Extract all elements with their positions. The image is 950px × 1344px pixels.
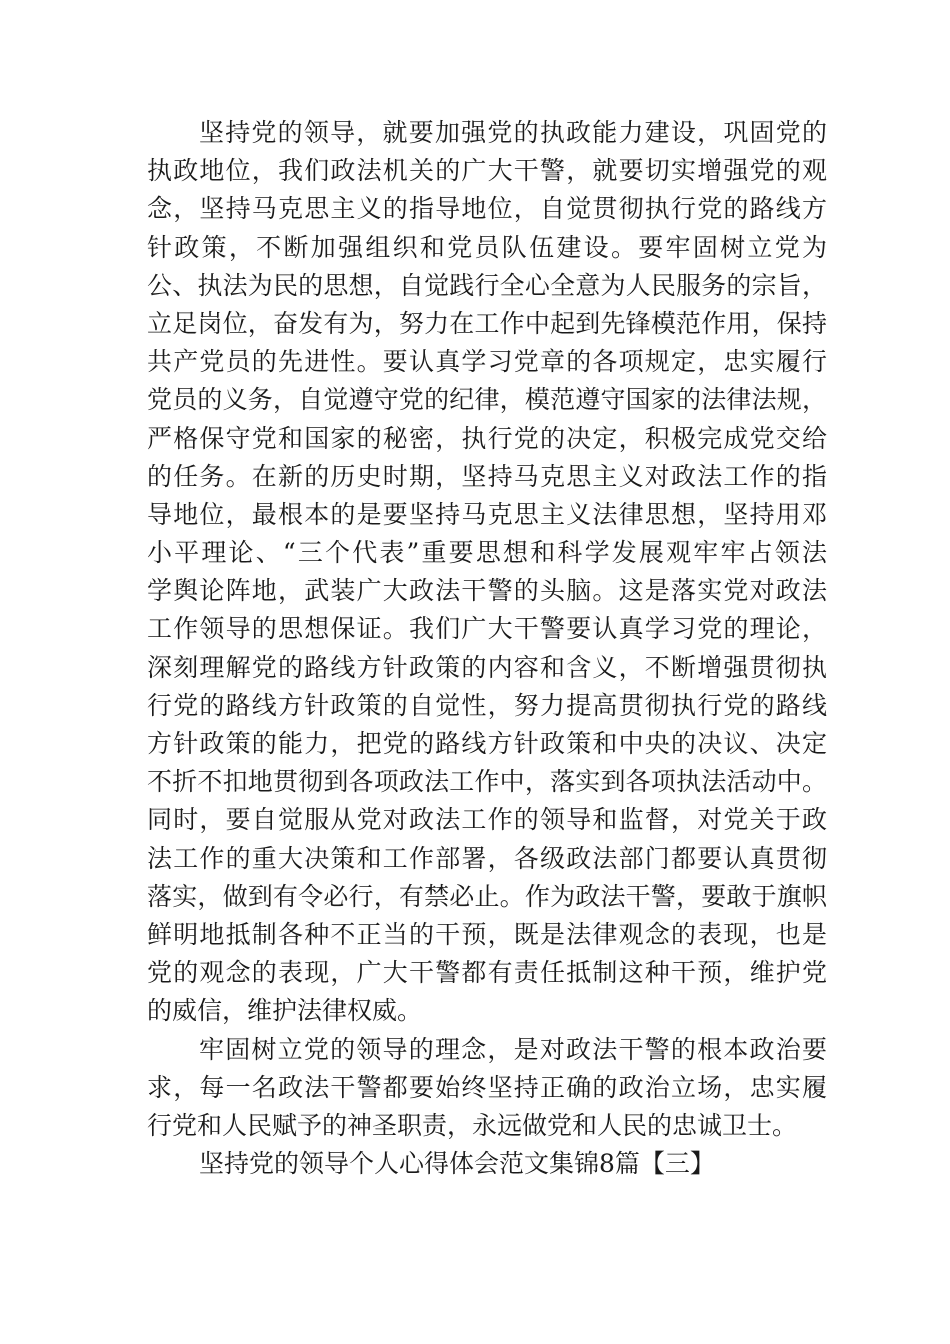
- text-line: 求，每一名政法干警都要始终坚持正确的政治立场，忠实履: [147, 1072, 827, 1102]
- section-heading: [147, 1145, 827, 1183]
- text-line: 同时，要自觉服从党对政法工作的领导和监督，对党关于政: [147, 805, 827, 835]
- text-line: 党的观念的表现，广大干警都有责任抵制这种干预，维护党: [147, 958, 827, 988]
- text-line: 深刻理解党的路线方针政策的内容和含义，不断增强贯彻执: [147, 652, 827, 682]
- text-line: 学舆论阵地，武装广大政法干警的头脑。这是落实党对政法: [147, 576, 827, 606]
- text-line: 公、执法为民的思想，自觉践行全心全意为人民服务的宗旨，: [147, 270, 827, 300]
- text-line: 牢固树立党的领导的理念，是对政法干警的根本政治要: [199, 1034, 827, 1064]
- text-line: 导地位，最根本的是要坚持马克思主义法律思想，坚持用邓: [147, 499, 827, 529]
- heading-line: 坚持党的领导个人心得体会范文集锦8篇【三】: [199, 1149, 715, 1179]
- text-line: 不折不扣地贯彻到各项政法工作中，落实到各项执法活动中。: [147, 767, 827, 797]
- text-line: 工作领导的思想保证。我们广大干警要认真学习党的理论，: [147, 614, 827, 644]
- document-body: [147, 114, 827, 1183]
- text-line: 法工作的重大决策和工作部署，各级政法部门都要认真贯彻: [147, 843, 827, 873]
- text-line: 小平理论、“三个代表”重要思想和科学发展观牢牢占领法: [147, 538, 827, 568]
- text-line: 坚持党的领导，就要加强党的执政能力建设，巩固党的: [199, 118, 827, 147]
- text-line: 针政策，不断加强组织和党员队伍建设。要牢固树立党为: [147, 232, 827, 262]
- text-line: 行党和人民赋予的神圣职责，永远做党和人民的忠诚卫士。: [147, 1110, 798, 1140]
- text-line: 行党的路线方针政策的自觉性，努力提高贯彻执行党的路线: [147, 690, 827, 720]
- text-line: 执政地位，我们政法机关的广大干警，就要切实增强党的观: [147, 156, 827, 186]
- paragraph: [147, 1031, 827, 1146]
- text-line: 落实，做到有令必行，有禁必止。作为政法干警，要敢于旗帜: [147, 881, 827, 911]
- text-line: 严格保守党和国家的秘密，执行党的决定，积极完成党交给: [147, 423, 827, 453]
- text-line: 方针政策的能力，把党的路线方针政策和中央的决议、决定: [147, 729, 827, 758]
- text-line: 念，坚持马克思主义的指导地位，自觉贯彻执行党的路线方: [147, 194, 827, 224]
- text-line: 鲜明地抵制各种不正当的干预，既是法律观念的表现，也是: [147, 919, 827, 949]
- text-line: 的威信，维护法律权威。: [147, 996, 423, 1026]
- text-line: 立足岗位，奋发有为，努力在工作中起到先锋模范作用，保持: [147, 308, 827, 338]
- text-line: 共产党员的先进性。要认真学习党章的各项规定，忠实履行: [147, 347, 827, 377]
- paragraph: [147, 114, 827, 1031]
- text-line: 的任务。在新的历史时期，坚持马克思主义对政法工作的指: [147, 461, 827, 491]
- text-line: 党员的义务，自觉遵守党的纪律，模范遵守国家的法律法规，: [147, 385, 827, 415]
